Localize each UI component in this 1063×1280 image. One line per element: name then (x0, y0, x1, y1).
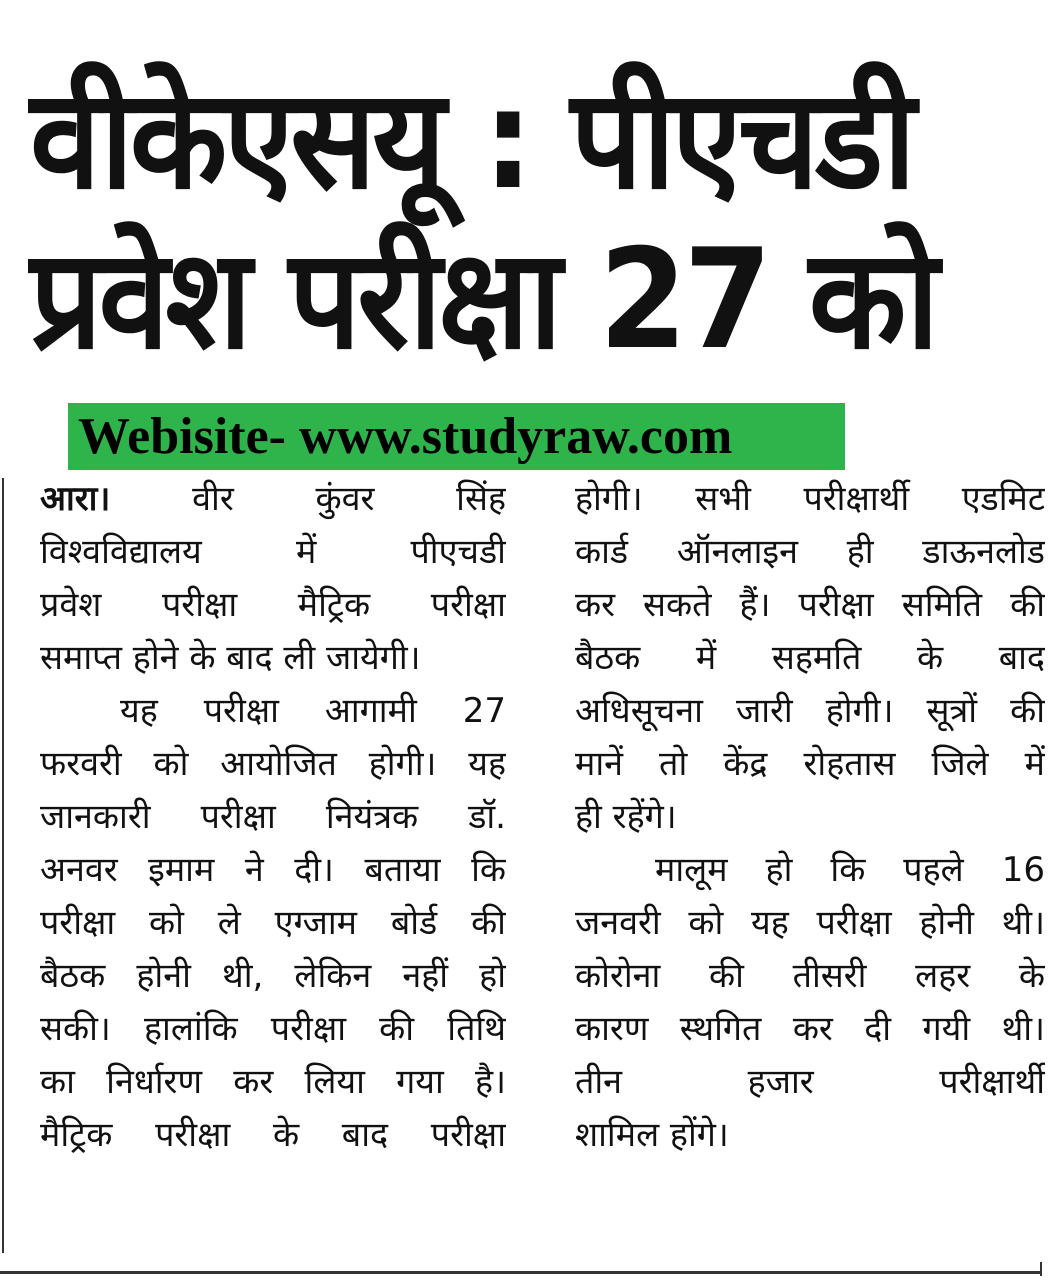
text-line: कार्ड ऑनलाइन ही डाऊनलोड (575, 532, 1045, 572)
text-line: परीक्षा को ले एग्जाम बोर्ड की (40, 903, 506, 943)
text-line: मालूम हो कि पहले 16 (655, 850, 1045, 890)
text-line: अनवर इमाम ने दी। बताया कि (40, 850, 506, 890)
dateline: आरा। (40, 479, 111, 519)
text-line: होगी। सभी परीक्षार्थी एडमिट (575, 479, 1045, 519)
text-line: जनवरी को यह परीक्षा होनी थी। (575, 903, 1045, 943)
website-banner-text: Webisite- www.studyraw.com (78, 408, 733, 465)
text-line: तीन हजार परीक्षार्थी (575, 1062, 1045, 1102)
text-line: बैठक होनी थी, लेकिन नहीं हो (40, 956, 506, 996)
text-line: अधिसूचना जारी होगी। सूत्रों की (575, 691, 1045, 731)
text-line: का निर्धारण कर लिया गया है। (40, 1062, 506, 1102)
text-line: शामिल होंगे। (575, 1115, 729, 1155)
text-line: ही रहेंगे। (575, 797, 677, 837)
column-rule (2, 478, 4, 1253)
text-line: कर सकते हैं। परीक्षा समिति की (575, 585, 1045, 625)
right-column (575, 473, 1045, 1162)
text-line: यह परीक्षा आगामी 27 (120, 691, 506, 731)
headline-line-2: प्रवेश परीक्षा 27 को (30, 219, 936, 380)
text-line: बैठक में सहमति के बाद (575, 638, 1045, 678)
text-line: प्रवेश परीक्षा मैट्रिक परीक्षा (40, 585, 506, 625)
text-line: फरवरी को आयोजित होगी। यह (40, 744, 506, 784)
headline-line-1: वीकेएसयू : पीएचडी (30, 59, 913, 220)
text-line: सकी। हालांकि परीक्षा की तिथि (40, 1009, 506, 1049)
text-span: वीर कुंवर सिंह (110, 479, 506, 519)
text-line: कारण स्थगित कर दी गयी थी। (575, 1009, 1045, 1049)
text-line (40, 473, 506, 526)
text-line: मानें तो केंद्र रोहतास जिले में (575, 744, 1045, 784)
website-banner (68, 403, 845, 470)
text-line: कोरोना की तीसरी लहर के (575, 956, 1045, 996)
text-line: विश्वविद्यालय में पीएचडी (40, 532, 506, 572)
left-column (40, 473, 506, 1162)
bottom-rule-tick (1040, 1262, 1042, 1276)
bottom-rule (0, 1271, 1042, 1274)
text-line: जानकारी परीक्षा नियंत्रक डॉ. (40, 797, 506, 837)
text-line: समाप्त होने के बाद ली जायेगी। (40, 638, 421, 678)
text-line: मैट्रिक परीक्षा के बाद परीक्षा (40, 1115, 506, 1155)
